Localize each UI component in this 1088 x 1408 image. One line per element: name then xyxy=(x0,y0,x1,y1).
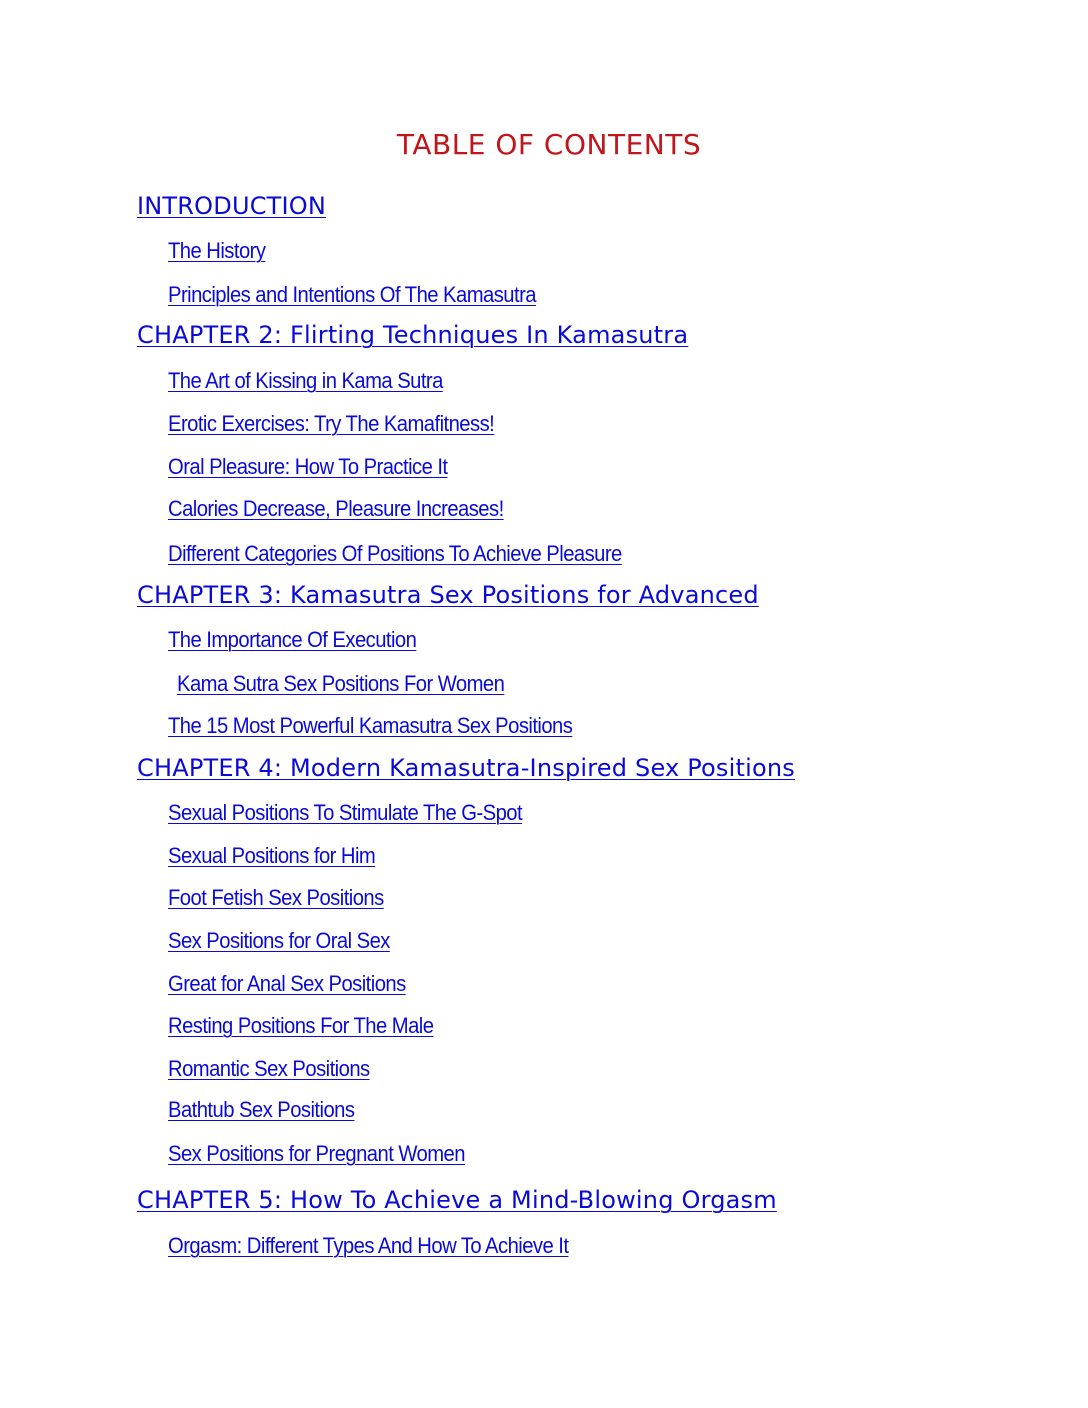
toc-link-foot-fetish[interactable]: Foot Fetish Sex Positions xyxy=(168,885,384,910)
toc-link-principles[interactable]: Principles and Intentions Of The Kamasutra xyxy=(168,282,536,307)
toc-link-chapter-2[interactable]: CHAPTER 2: Flirting Techniques In Kamasutra xyxy=(137,321,689,349)
toc-link-pregnant-women[interactable]: Sex Positions for Pregnant Women xyxy=(168,1141,465,1166)
toc-link-the-history[interactable]: The History xyxy=(168,238,266,263)
toc-link-introduction[interactable]: INTRODUCTION xyxy=(137,192,327,220)
toc-link-g-spot[interactable]: Sexual Positions To Stimulate The G-Spot xyxy=(168,800,523,825)
toc-link-oral-pleasure[interactable]: Oral Pleasure: How To Practice It xyxy=(168,454,448,479)
toc-link-chapter-4[interactable]: CHAPTER 4: Modern Kamasutra-Inspired Sex Positions xyxy=(137,754,795,782)
page-title: TABLE OF CONTENTS xyxy=(396,128,702,161)
toc-link-importance-of-execution[interactable]: The Importance Of Execution xyxy=(168,627,417,652)
toc-link-positions-for-him[interactable]: Sexual Positions for Him xyxy=(168,843,376,868)
toc-link-art-of-kissing[interactable]: The Art of Kissing in Kama Sutra xyxy=(168,368,443,393)
toc-link-erotic-exercises[interactable]: Erotic Exercises: Try The Kamafitness! xyxy=(168,411,495,436)
toc-link-different-categories[interactable]: Different Categories Of Positions To Achieve Pleasure xyxy=(168,541,622,566)
toc-link-romantic[interactable]: Romantic Sex Positions xyxy=(168,1056,370,1081)
toc-link-bathtub[interactable]: Bathtub Sex Positions xyxy=(168,1097,355,1122)
toc-link-anal-sex[interactable]: Great for Anal Sex Positions xyxy=(168,971,406,996)
toc-link-oral-sex[interactable]: Sex Positions for Oral Sex xyxy=(168,928,390,953)
toc-link-chapter-5[interactable]: CHAPTER 5: How To Achieve a Mind-Blowing Orgasm xyxy=(137,1186,777,1214)
toc-link-chapter-3[interactable]: CHAPTER 3: Kamasutra Sex Positions for Advanced xyxy=(137,581,759,609)
toc-link-calories-decrease[interactable]: Calories Decrease, Pleasure Increases! xyxy=(168,496,504,521)
toc-link-orgasm-types[interactable]: Orgasm: Different Types And How To Achieve It xyxy=(168,1233,569,1258)
toc-link-positions-for-women[interactable]: Kama Sutra Sex Positions For Women xyxy=(177,671,505,696)
toc-link-15-most-powerful[interactable]: The 15 Most Powerful Kamasutra Sex Positions xyxy=(168,713,573,738)
toc-link-resting-positions[interactable]: Resting Positions For The Male xyxy=(168,1013,434,1038)
